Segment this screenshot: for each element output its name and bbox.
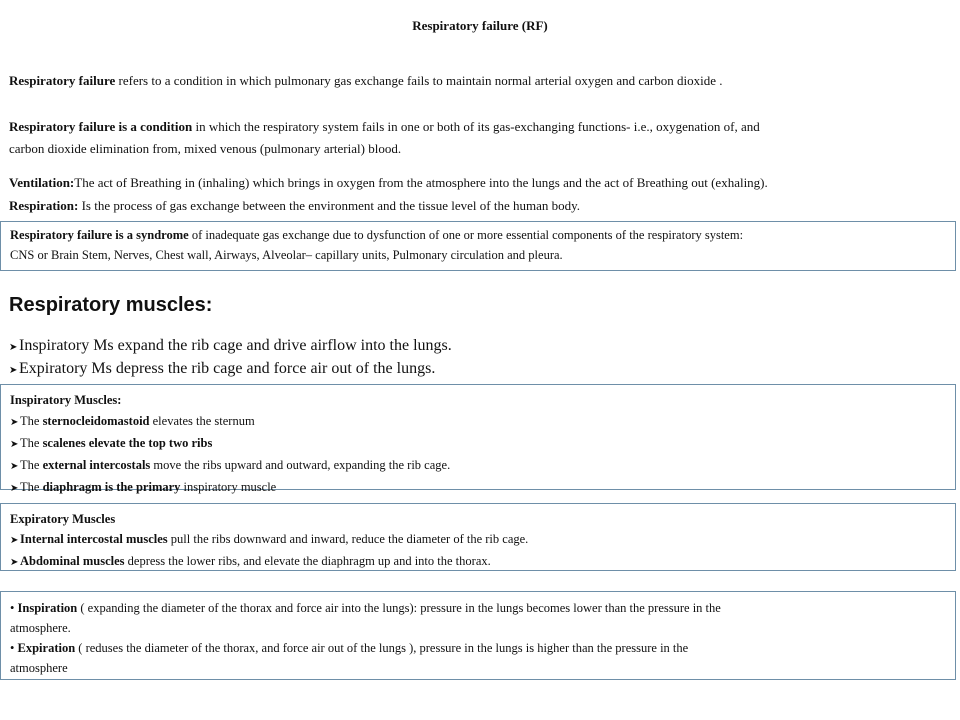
arrow-bullet-icon: ➤ [10, 461, 19, 472]
arrow-bullet-icon: ➤ [9, 342, 18, 353]
inspiratory-item: ➤ The sternocleidomastoid elevates the sternum [10, 411, 946, 433]
definition-1-term: Respiratory failure [9, 73, 116, 88]
inspiration-term: Inspiration [17, 601, 78, 615]
bullet-icon: • [10, 641, 18, 655]
definition-1 [9, 70, 954, 92]
syndrome-box [0, 221, 956, 271]
respiration-definition [9, 195, 954, 217]
inspiratory-heading: Inspiratory Muscles: [10, 393, 122, 407]
inspiration-text-line2: atmosphere. [10, 621, 71, 635]
muscles-heading: Respiratory muscles: [9, 294, 213, 316]
ventilation-definition [9, 172, 957, 194]
definition-2-term: Respiratory failure is a condition [9, 119, 193, 134]
arrow-bullet-icon: ➤ [10, 557, 19, 568]
muscles-bullet-text: Inspiratory Ms expand the rib cage and drive airflow into the lungs. [19, 337, 452, 354]
expiratory-heading: Expiratory Muscles [10, 512, 116, 526]
expiration-text-line2: atmosphere [10, 661, 68, 675]
inspiratory-item: ➤ The diaphragm is the primary inspiratory muscle [10, 477, 946, 499]
definition-2-text-line1: in which the respiratory system fails in one or both of its gas-exchanging functions- i.e., oxygenation of, and [192, 119, 760, 134]
ventilation-term: Ventilation: [9, 175, 75, 190]
definition-1-text: refers to a condition in which pulmonary gas exchange fails to maintain normal arterial oxygen and carbon dioxide . [115, 73, 723, 88]
expiration-line1 [10, 638, 946, 658]
muscles-bullet-list [9, 335, 949, 381]
inspiratory-item: ➤ The external intercostals move the ribs upward and outward, expanding the rib cage. [10, 455, 946, 477]
muscles-bullet-text: Expiratory Ms depress the rib cage and force air out of the lungs. [19, 360, 436, 377]
arrow-bullet-icon: ➤ [10, 417, 19, 428]
inspiration-line1 [10, 598, 946, 618]
expiratory-item: ➤ Abdominal muscles depress the lower ribs, and elevate the diaphragm up and into the thorax. [10, 551, 946, 573]
expiratory-box [0, 503, 956, 571]
bullet-icon: • [10, 601, 18, 615]
definition-2 [9, 116, 954, 160]
muscles-bullet [9, 358, 949, 381]
arrow-bullet-icon: ➤ [10, 439, 19, 450]
syndrome-text-line1: of inadequate gas exchange due to dysfunction of one or more essential components of the respiratory system: [188, 228, 744, 242]
respiration-term: Respiration: [9, 198, 79, 213]
ventilation-text: The act of Breathing in (inhaling) which brings in oxygen from the atmosphere into the lungs and the act of Breathing out (exhaling). [74, 175, 768, 190]
arrow-bullet-icon: ➤ [10, 535, 19, 546]
syndrome-term: Respiratory failure is a syndrome [10, 228, 189, 242]
arrow-bullet-icon: ➤ [10, 483, 19, 494]
inspiratory-item: ➤ The scalenes elevate the top two ribs [10, 433, 946, 455]
phases-box [0, 591, 956, 680]
expiration-text-line1: ( reduses the diameter of the thorax, and force air out of the lungs ), pressure in the lungs is higher than the pressure in the [75, 641, 689, 655]
page-title: Respiratory failure (RF) [412, 18, 548, 33]
respiration-text: Is the process of gas exchange between the environment and the tissue level of the human body. [78, 198, 581, 213]
definition-2-text-line2: carbon dioxide elimination from, mixed venous (pulmonary arterial) blood. [9, 141, 402, 156]
syndrome-text-line2: CNS or Brain Stem, Nerves, Chest wall, Airways, Alveolar– capillary units, Pulmonary circulation and pleura. [10, 248, 563, 262]
expiration-term: Expiration [17, 641, 76, 655]
arrow-bullet-icon: ➤ [9, 365, 18, 376]
expiratory-item: ➤ Internal intercostal muscles pull the ribs downward and inward, reduce the diameter of the rib cage. [10, 529, 946, 551]
inspiratory-box [0, 384, 956, 494]
inspiration-text-line1: ( expanding the diameter of the thorax and force air into the lungs): pressure in the lungs becomes lower than the pressure in the [77, 601, 721, 615]
muscles-bullet [9, 335, 949, 358]
